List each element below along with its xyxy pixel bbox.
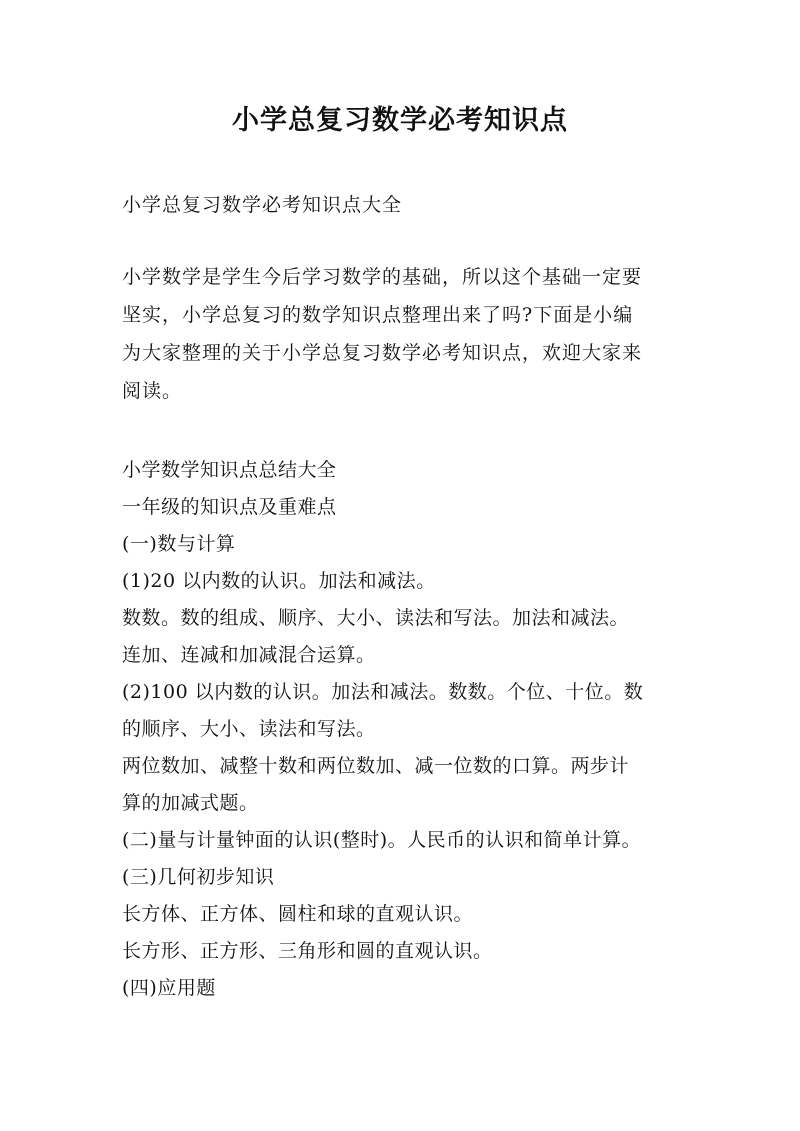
body-line: 算的加减式题。 (122, 792, 259, 814)
body-line: 的顺序、大小、读法和写法。 (122, 718, 376, 740)
body-line: 长方形、正方形、三角形和圆的直观认识。 (122, 940, 493, 962)
body-line: 连加、连减和加减混合运算。 (122, 644, 376, 666)
knowledge-points-section (122, 452, 702, 1007)
subsection-heading: (四)应用题 (122, 977, 216, 999)
intro-line: 阅读。 (122, 380, 183, 402)
document-title: 小学总复习数学必考知识点 (232, 105, 568, 136)
section-heading: 小学数学知识点总结大全 (122, 459, 337, 481)
body-line: 两位数加、减整十数和两位数加、减一位数的口算。两步计 (122, 755, 630, 777)
subsection-heading: (三)几何初步知识 (122, 866, 275, 888)
intro-paragraph (122, 258, 692, 410)
body-line: 数数。数的组成、顺序、大小、读法和写法。加法和减法。 (122, 607, 630, 629)
intro-line: 坚实，小学总复习的数学知识点整理出来了吗?下面是小编 (122, 304, 634, 326)
body-line: (1)20 以内数的认识。加法和减法。 (122, 570, 436, 592)
intro-line: 为大家整理的关于小学总复习数学必考知识点，欢迎大家来 (122, 342, 643, 364)
subsection-heading: (二)量与计量钟面的认识(整时)。人民币的认识和简单计算。 (122, 829, 642, 851)
body-line: 长方体、正方体、圆柱和球的直观认识。 (122, 903, 474, 925)
intro-line: 小学数学是学生今后学习数学的基础，所以这个基础一定要 (122, 266, 643, 288)
body-line: (2)100 以内数的认识。加法和减法。数数。个位、十位。数 (122, 681, 644, 703)
document-subtitle: 小学总复习数学必考知识点大全 (122, 194, 403, 216)
grade-heading: 一年级的知识点及重难点 (122, 496, 337, 518)
subsection-heading: (一)数与计算 (122, 533, 236, 555)
